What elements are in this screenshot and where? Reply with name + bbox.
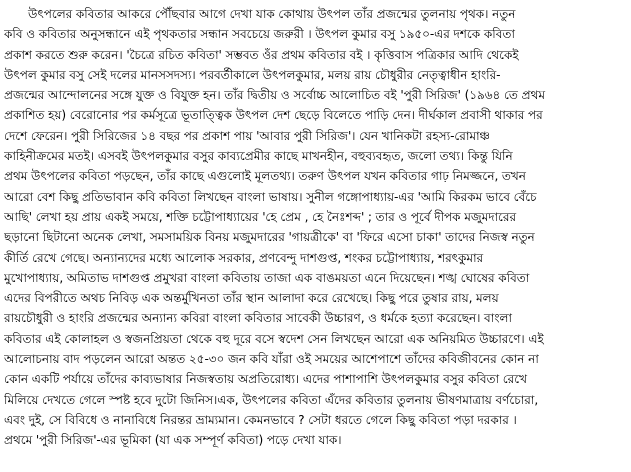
text-line: আছি' লেখা হয় প্রায় একই সময়ে, শক্তি চট্টোপাধ্যায়ের 'হে প্রেম , হে নৈঃশব্দ' ; তার ও পূর্বে দীপক মজুমদারের: [4, 209, 517, 224]
text-line: কাহিনীক্রমের মতই। এসবই উৎপলকুমার বসুর কাব্যপ্রেমীর কাছে মাখনহীন, বহুব্যবহৃত, জলো তথ্য। কিন্তু যিনি: [4, 149, 513, 164]
text-line: ছড়ানো ছিটানো অনেক লেখা, সমসাময়িক বিনয় মজুমদারের 'গায়ত্রীকে' বা 'ফিরে এসো চাকা' তাদের নিজস্ব নতুন: [4, 230, 535, 245]
text-line: প্রজন্মের আন্দোলনের সঙ্গে যুক্ত ও বিযুক্ত হন। তাঁর দ্বিতীয় ও সর্বোচ্চ আলোচিত বই 'পুরী সিরিজ' (১৯৬৪ তে প্রথম: [4, 88, 545, 103]
text-line: মুখোপাধ্যায়, অমিতাভ দাশগুপ্ত প্রমুখরা বাংলা কবিতায় তাজা এক বাঙময়তা এনে দিয়েছেন। শঙ্খ ঘোষের কবিতা: [4, 270, 530, 285]
text-line: দেশে ফেরেন। পুরী সিরিজের ১৪ বছর পর প্রকাশ পায় 'আবার পুরী সিরিজ'। যেন খানিকটা রহস্য-রোমাঞ্চ: [4, 128, 491, 143]
text-line: উৎপলের কবিতার আকরে পৌঁছবার আগে দেখা যাক কোথায় উৎপল তাঁর প্রজন্মের তুলনায় পৃথক। নতুন: [28, 7, 516, 21]
text-line: এবং দুই, সে বিবিধে ও নানাবিধে নিরন্তর ভ্রাম্যমান। কেমনভাবে ? সেটা ধরতে গেলে কিছু কবিতা পড়া দরকার ।: [4, 412, 517, 427]
text-line: রায়চৌধুরী ও হাংরি প্রজন্মের অন্যান্য কবিরা বাংলা কবিতার সাবেকী উচ্চারণ, ও ধর্মকে হত্যা করেছেন। বাংলা: [4, 311, 512, 326]
text-line: কোন একটি পর্যায়ে তাঁদের কাব্যভাষার নিজস্বতায় অপ্রতিরোধ্য। এদের পাশাপাশি উৎপলকুমার বসুর কবিতা রেখে: [4, 372, 527, 387]
text-line: কবি ও কবিতার অনুসন্ধানে এই পৃথকতার সন্ধান সবচেয়ে জরুরী । উৎপল কুমার বসু ১৯৫০-এর দশকে কবিতা: [4, 27, 515, 42]
text-line: প্রথম উৎপলের কবিতা পড়ছেন, তাঁর কাছে এগুলোই মূলতথ্য। তরুণ উৎপল যখন কবিতার গাঢ় নিমজ্জনে, তখন: [4, 169, 526, 184]
text-line: মিলিয়ে দেখতে গেলে স্পষ্ট হবে দুটো জিনিস।এক, উৎপলের কবিতা এঁদের কবিতার তুলনায় ভীষণমাত্রায় বর্ণচোরা,: [4, 392, 539, 407]
text-line: আলোচনায় বাদ পড়লেন আরো অন্তত ২৫-৩০ জন কবি যাঁরা ওই সময়ের আশেপাশে তাঁদের কবিজীবনের কোন না: [4, 352, 539, 367]
text-line: কবিতার এই কোলাহল ও স্বজনপ্রিয়তা থেকে বহু দূরে বসে স্বদেশ সেন লিখছেন আরো এক অনিয়মিত উচ্চারণে। এই: [4, 331, 544, 346]
text-line: প্রকাশ করতে শুরু করেন। 'চৈত্রে রচিত কবিতা' সম্ভবত ওঁর প্রথম কবিতার বই । কৃত্তিবাস পত্রিকার আদি থেকেই: [4, 47, 519, 62]
text-line: কীর্তি রেখে গেছে। অন্যান্যদের মধ্যে আলোক সরকার, প্রণবেন্দু দাশগুপ্ত, শংকর চট্টোপাধ্যায়, শরৎকুমার: [4, 250, 484, 265]
text-line: প্রকাশিত হয়) বেরোনোর পর কর্মসূত্রে ভূতাত্ত্বিক উৎপল দেশ ছেড়ে বিলেতে পাড়ি দেন। দীর্ঘকাল প্রবাসী থাকার পর: [4, 108, 543, 123]
text-line: আরো বেশ কিছু প্রতিভাবান কবি কবিতা লিখছেন বাংলা ভাষায়। সুনীল গঙ্গোপাধ্যায়-এর 'আমি কিরকম ভাবে বেঁচে: [4, 189, 537, 204]
text-line: উৎপল কুমার বসু সেই দলের মানসসদস্য। পরবর্তীকালে উৎপলকুমার, মলয় রায় চৌধুরীর নেতৃত্বাধীন হাংরি-: [4, 67, 501, 82]
text-line: প্রথমে 'পুরী সিরিজ'-এর ভূমিকা (যা এক সম্পূর্ণ কবিতা) পড়ে দেখা যাক।: [4, 433, 342, 448]
body-paragraph: [4, 4, 628, 451]
text-line: এদের বিপরীতে অথচ নিবিড় এক অন্তর্মুখিনতা তাঁর স্থান আলাদা করে রেখেছে। কিছু পরে তুষার রায়, মলয়: [4, 291, 499, 306]
